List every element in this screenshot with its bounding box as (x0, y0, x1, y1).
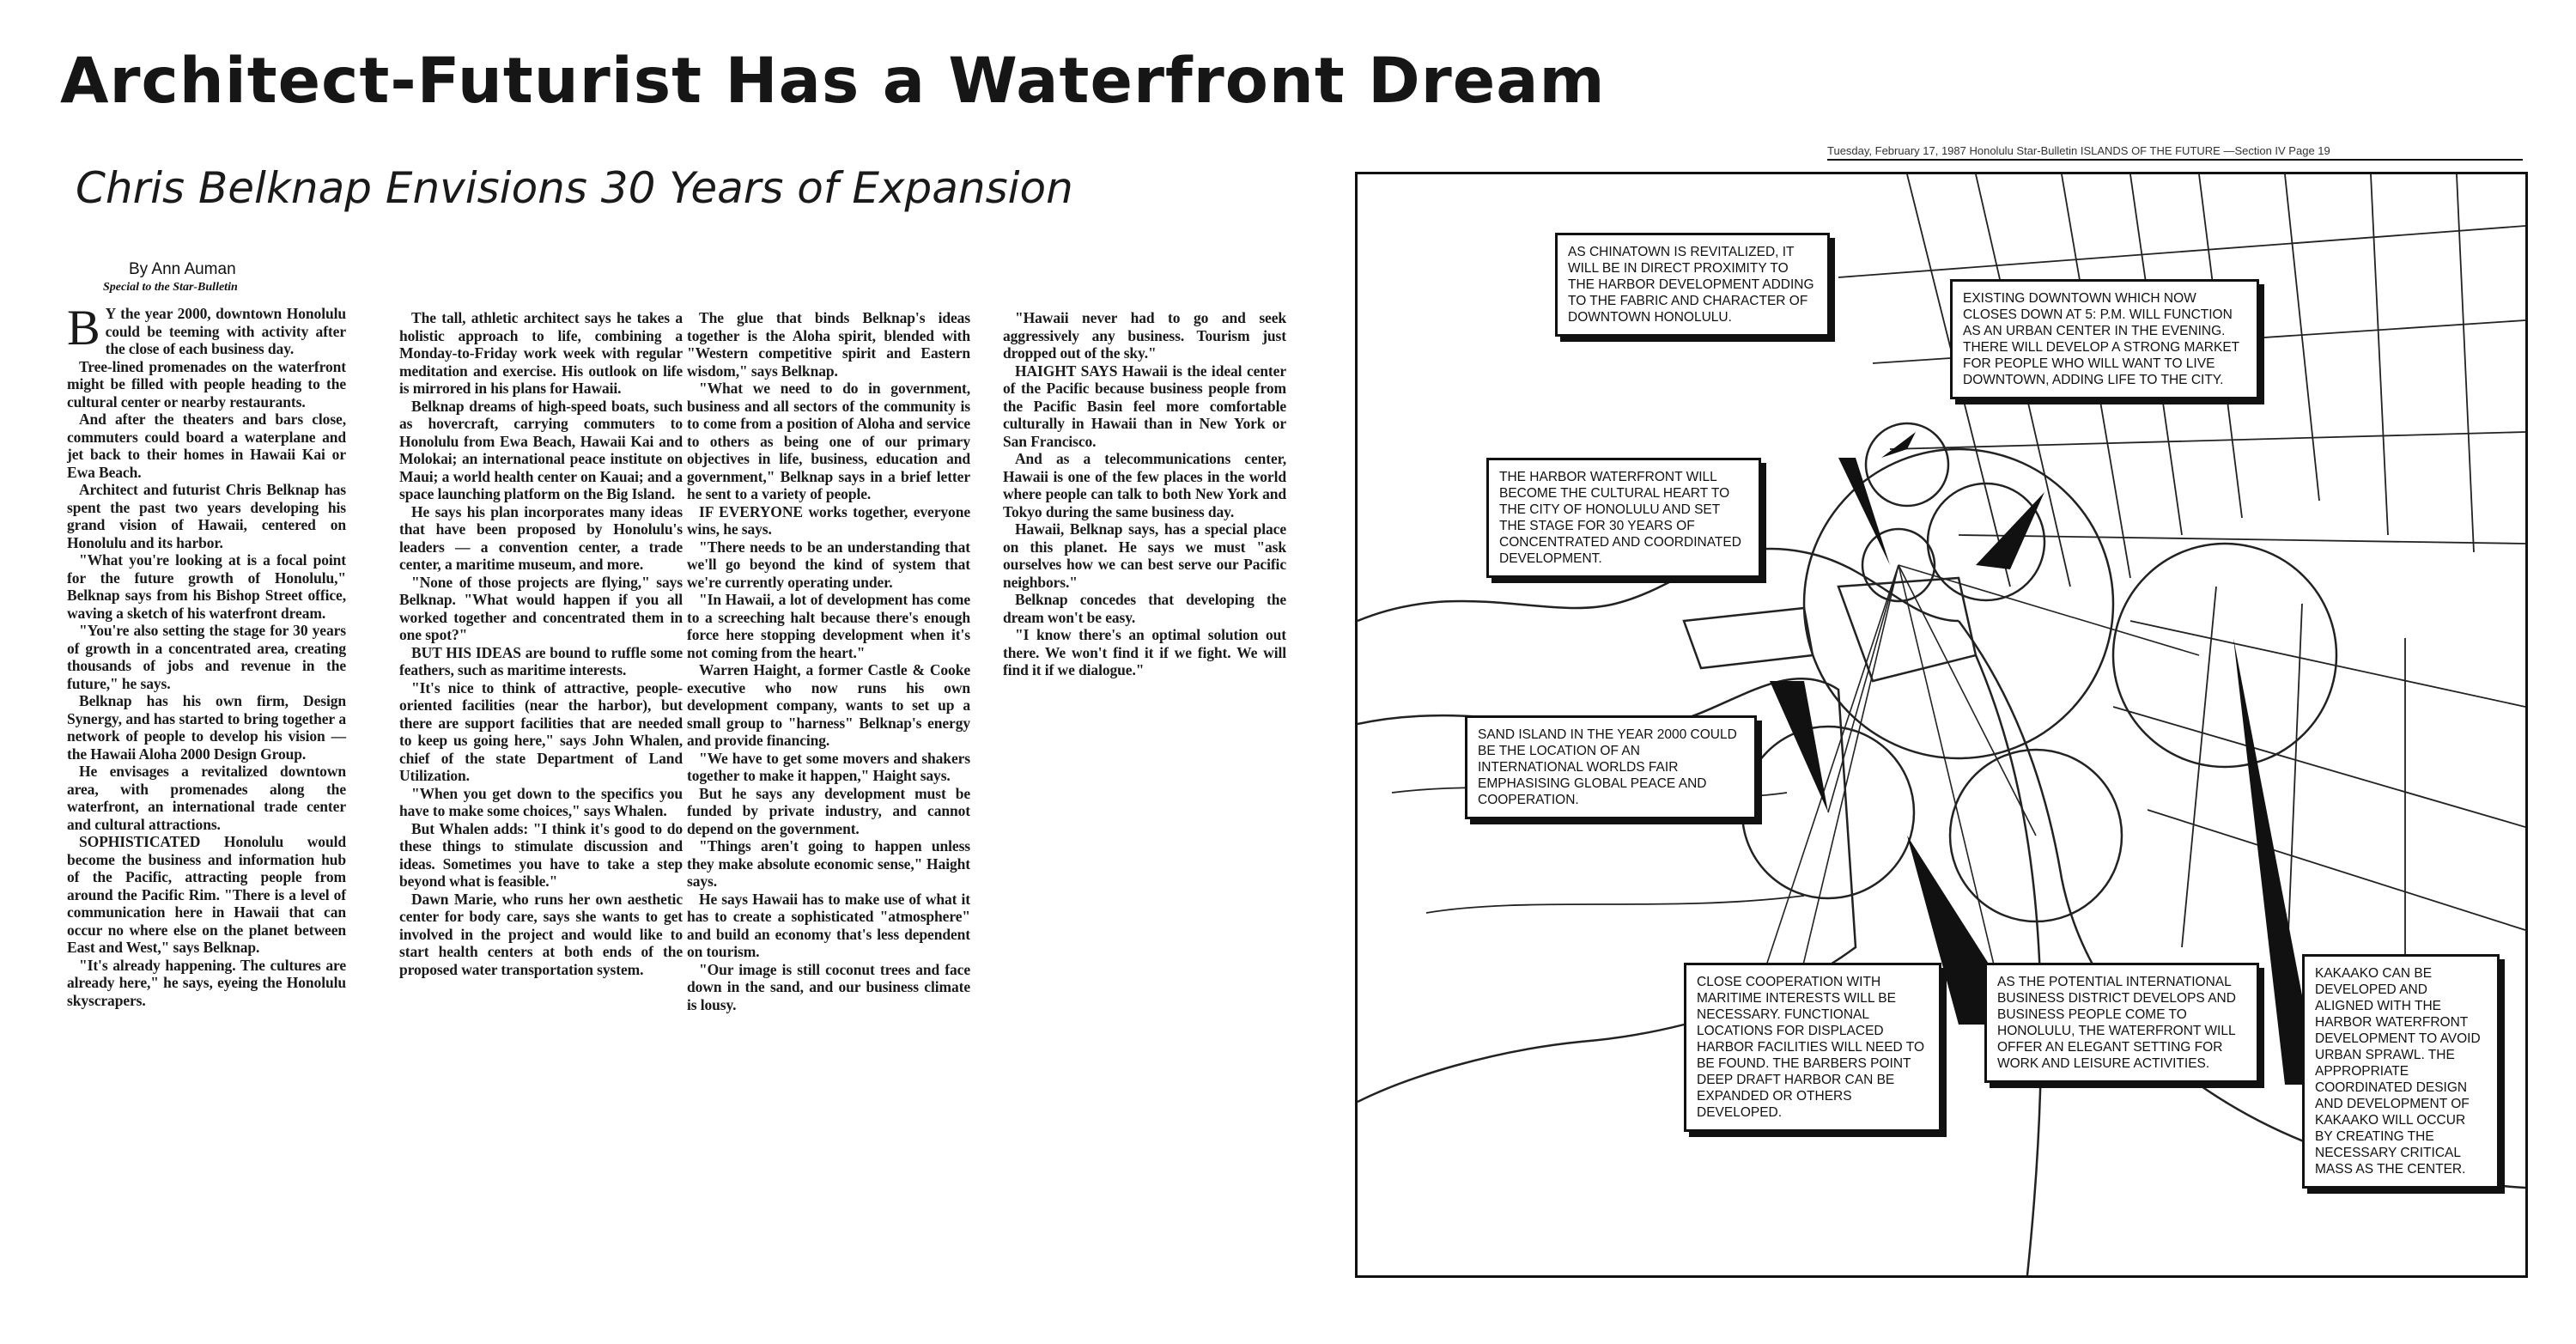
article-paragraph: Belknap concedes that developing the dream won't be easy. (1003, 591, 1286, 626)
headline: Architect-Futurist Has a Waterfront Dream (60, 45, 1606, 118)
callout-kakaako: KAKAAKO CAN BE DEVELOPED AND ALIGNED WITH THE HARBOR WATERFRONT DEVELOPMENT TO AVOID URBAN SPRAWL. THE APPROPRIATE COORDINATED DESIGN AND DEVELOPMENT OF KAKAAKO WILL OCCUR BY CREATING THE NECESSARY CRITICAL MASS AS THE CENTER. (2302, 954, 2500, 1189)
article-paragraph: "There needs to be an understanding that we'll go beyond the kind of system that we're currently operating under. (687, 538, 970, 591)
article-paragraph: Warren Haight, a former Castle & Cooke executive who now runs his own development company, wants to set up a small group to "harness" Belknap's energy and provide financing. (687, 661, 970, 749)
callout-downtown: EXISTING DOWNTOWN WHICH NOW CLOSES DOWN AT 5: P.M. WILL FUNCTION AS AN URBAN CENTER IN THE EVENING. THERE WILL DEVELOP A STRONG MARKET FOR PEOPLE WHO WILL WANT TO LIVE DOWNTOWN, ADDING LIFE TO THE CITY. (1950, 279, 2259, 399)
article-paragraph: "In Hawaii, a lot of development has come to a screeching halt because there's enough force here stopping development when it's not coming from the heart." (687, 591, 970, 661)
subheadline: Chris Belknap Envisions 30 Years of Expansion (76, 163, 1073, 213)
callout-harbor-waterfront: THE HARBOR WATERFRONT WILL BECOME THE CULTURAL HEART TO THE CITY OF HONOLULU AND SET THE STAGE FOR 30 YEARS OF CONCENTRATED AND COORDINATED DEVELOPMENT. (1486, 458, 1761, 578)
article-paragraph: "You're also setting the stage for 30 years of growth in a concentrated area, creating thousands of jobs and revenue in the future," he says. (67, 622, 346, 692)
byline-affiliation: Special to the Star-Bulletin (103, 281, 238, 294)
harbor-pier (1684, 608, 1813, 668)
callout-chinatown: AS CHINATOWN IS REVITALIZED, IT WILL BE IN DIRECT PROXIMITY TO THE HARBOR DEVELOPMENT ADDING TO THE FABRIC AND CHARACTER OF DOWNTOWN HONOLULU. (1555, 233, 1830, 337)
article-paragraph: The glue that binds Belknap's ideas together is the Aloha spirit, blended with "Western competitive spirit and Eastern wisdom," says Belknap. (687, 309, 970, 380)
article-paragraph: "When you get down to the specifics you have to make some choices," says Whalen. (399, 784, 683, 819)
article-paragraph: Dawn Marie, who runs her own aesthetic center for body care, says she wants to get involved in the project and would like to start health centers at both ends of the proposed water transportation system. (399, 890, 683, 978)
callout-pointer (1976, 492, 2044, 569)
focus-circle-chinatown (1866, 423, 1948, 506)
article-column-2 (399, 309, 683, 978)
article-paragraph: "What we need to do in government, business and all sectors of the community is to come from a position of Aloha and service to others as being one of our primary objectives in life, business, education and government," Belknap says in a brief letter he sent to a variety of people. (687, 380, 970, 502)
article-paragraph: He says his plan incorporates many ideas that have been proposed by Honolulu's leaders — a convention center, a trade center, a maritime museum, and more. (399, 502, 683, 573)
callout-business-district: AS THE POTENTIAL INTERNATIONAL BUSINESS DISTRICT DEVELOPS AND BUSINESS PEOPLE COME TO HONOLULU, THE WATERFRONT WILL OFFER AN ELEGANT SETTING FOR WORK AND LEISURE ACTIVITIES. (1984, 963, 2259, 1083)
article-paragraph: Tree-lined promenades on the waterfront might be filled with people heading to the cultural center or nearby restaurants. (67, 357, 346, 410)
article-paragraph: And as a telecommunications center, Hawaii is one of the few places in the world where people can talk to both New York and Tokyo during the same business day. (1003, 450, 1286, 520)
article-paragraph: "It's nice to think of attractive, people-oriented facilities (near the harbor), but there are support facilities that are needed to keep us going here," says John Whalen, chief of the state Department of Land Utilization. (399, 678, 683, 784)
article-paragraph: Belknap has his own firm, Design Synergy, and has started to bring together a network of people to develop his vision — the Hawaii Aloha 2000 Design Group. (67, 692, 346, 763)
waterfront-map (1355, 172, 2528, 1278)
callout-pointer (1770, 681, 1828, 812)
article-paragraph: He says Hawaii has to make use of what it has to create a sophisticated "atmosphere" and build an economy that's less dependent on tourism. (687, 890, 970, 960)
callout-pointer (1881, 432, 1916, 458)
article-column-3 (687, 309, 970, 1013)
callout-sand-island: SAND ISLAND IN THE YEAR 2000 COULD BE THE LOCATION OF AN INTERNATIONAL WORLDS FAIR EMPHASISING GLOBAL PEACE AND COOPERATION. (1465, 715, 1757, 819)
sand-island-road (1426, 896, 1804, 913)
article-paragraph: And after the theaters and bars close, commuters could board a waterplane and jet back to their homes in Hawaii Kai or Ewa Beach. (67, 410, 346, 481)
callout-pointer (1838, 458, 1890, 565)
article-column-4 (1003, 309, 1286, 679)
article-paragraph: "It's already happening. The cultures are already here," he says, eyeing the Honolulu skyscrapers. (67, 956, 346, 1009)
article-paragraph: Y the year 2000, downtown Honolulu could be teeming with activity after the close of each business day. (105, 305, 346, 357)
article-paragraph: The tall, athletic architect says he takes a holistic approach to life, combining a Monday-to-Friday work week with regular meditation and exercise. His outlook on life is mirrored in his plans for Hawaii. (399, 309, 683, 397)
article-paragraph: "Our image is still coconut trees and face down in the sand, and our business climate is lousy. (687, 960, 970, 1013)
focus-circle-downtown (1928, 483, 2044, 600)
article-paragraph: "Things aren't going to happen unless they make absolute economic sense," Haight says. (687, 837, 970, 890)
article-paragraph: "I know there's an optimal solution out there. We won't find it if we fight. We will find it if we dialogue." (1003, 626, 1286, 678)
page-dateline: Tuesday, February 17, 1987 Honolulu Star-Bulletin ISLANDS OF THE FUTURE —Section IV Page 19 (1827, 144, 2523, 161)
article-paragraph: But he says any development must be funded by private industry, and cannot depend on the government. (687, 784, 970, 837)
article-paragraph: "Hawaii never had to go and seek aggressively any business. Tourism just dropped out of the sky." (1003, 309, 1286, 362)
article-paragraph: SOPHISTICATED Honolulu would become the business and information hub of the Pacific, attracting people from around the Pacific Rim. "There is a level of communication here in Hawaii that can occur no where else on the planet between East and West," says Belknap. (67, 833, 346, 956)
article-paragraph: Architect and futurist Chris Belknap has spent the past two years developing his grand vision of Hawaii, centered on Honolulu and its harbor. (67, 481, 346, 551)
article-paragraph: "What you're looking at is a focal point for the future growth of Honolulu," Belknap says from his Bishop Street office, waving a sketch of his waterfront dream. (67, 551, 346, 622)
article-paragraph: Belknap dreams of high-speed boats, such as hovercraft, carrying commuters to Honolulu from Ewa Beach, Hawaii Kai and Molokai; an international peace institute on Maui; a world health center on Kauai; and a space launching platform on the Big Island. (399, 397, 683, 502)
byline: By Ann Auman (129, 260, 236, 278)
focus-circle-kakaako (2113, 544, 2336, 767)
article-paragraph: HAIGHT SAYS Hawaii is the ideal center of the Pacific because business people from the Pacific Basin feel more comfortable culturally in Hawaii than in New York or San Francisco. (1003, 362, 1286, 450)
article-paragraph: Hawaii, Belknap says, has a special place on this planet. He says we must "ask ourselves how we can best serve our Pacific neighbors." (1003, 520, 1286, 591)
article-paragraph: IF EVERYONE works together, everyone wins, he says. (687, 502, 970, 538)
article-column-1 (67, 300, 346, 1009)
article-paragraph: BUT HIS IDEAS are bound to ruffle some feathers, such as maritime interests. (399, 643, 683, 678)
article-paragraph: "We have to get some movers and shakers together to make it happen," Haight says. (687, 749, 970, 784)
drop-cap: B (67, 300, 100, 356)
article-paragraph: He envisages a revitalized downtown area, with promenades along the waterfront, an international trade center and cultural attractions. (67, 763, 346, 833)
harbor-pier (1838, 578, 1976, 681)
article-paragraph: But Whalen adds: "I think it's good to do these things to stimulate discussion and ideas. Sometimes you have to take a step beyond what is feasible." (399, 819, 683, 890)
article-paragraph: "None of those projects are flying," says Belknap. "What would happen if you all worked together and concentrated them in one spot?" (399, 573, 683, 643)
callout-maritime-cooperation: CLOSE COOPERATION WITH MARITIME INTERESTS WILL BE NECESSARY. FUNCTIONAL LOCATIONS FOR DISPLACED HARBOR FACILITIES WILL NEED TO BE FOUND. THE BARBERS POINT DEEP DRAFT HARBOR CAN BE EXPANDED OR OTHERS DEVELOPED. (1684, 963, 1941, 1132)
